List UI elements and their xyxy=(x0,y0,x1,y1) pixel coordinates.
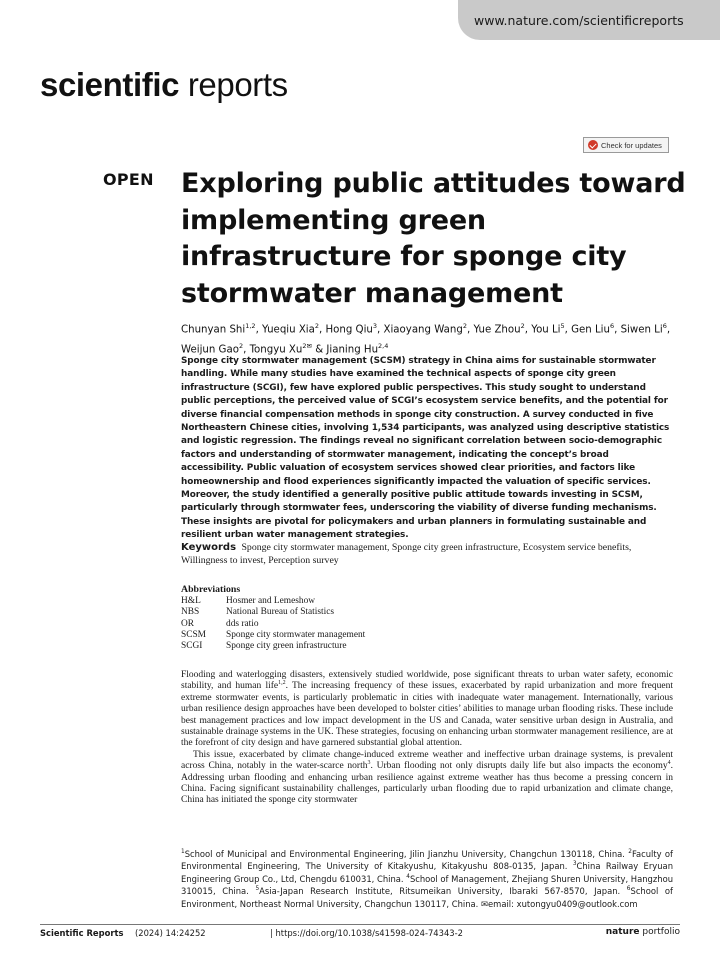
author-affiliation-ref: 5 xyxy=(560,322,565,330)
affiliation-text: Asia-Japan Research Institute, Ritsumeikan University, Ibaraki 567-8570, Japan. xyxy=(259,886,627,897)
body-paragraph-2 xyxy=(181,750,673,807)
brand-bold-text: scientific xyxy=(40,66,180,103)
abbreviation-term: SCSM xyxy=(181,629,207,640)
publisher-bold: nature xyxy=(605,927,640,937)
abbreviation-definition: National Bureau of Statistics xyxy=(226,607,335,618)
abbreviation-term: NBS xyxy=(181,607,200,618)
affiliation-text: School of Environment, Northeast Normal University, Changchun 130117, China. xyxy=(181,886,673,909)
author-name[interactable]: Tongyu Xu xyxy=(249,344,303,356)
journal-url[interactable]: www.nature.com/scientificreports xyxy=(474,12,684,28)
journal-url-tab[interactable] xyxy=(458,0,720,40)
abbreviation-row xyxy=(181,619,673,630)
affiliations xyxy=(181,848,673,910)
abbreviation-definition: Sponge city green infrastructure xyxy=(226,641,347,652)
affiliation-text: China Railway Eryuan Engineering Group Co., Ltd, Chengdu 610031, China. xyxy=(181,861,673,884)
publisher-light: portfolio xyxy=(639,927,680,937)
affiliation-number: 4 xyxy=(406,874,410,881)
author-affiliation-ref: 6 xyxy=(609,322,615,330)
abbreviation-definition: dds ratio xyxy=(226,618,259,629)
footer-doi-link[interactable]: | https://doi.org/10.1038/s41598-024-74343-2 xyxy=(270,928,463,938)
check-mark-icon xyxy=(588,140,598,150)
affiliation-number: 5 xyxy=(255,886,260,893)
affiliation-text: School of Municipal and Environmental Engineering, Jilin Jianzhu University, Changchun 130118, China. xyxy=(184,849,629,859)
author-name[interactable]: Siwen Li xyxy=(620,324,663,336)
abbreviation-row xyxy=(181,607,673,618)
abbreviation-definition: Sponge city stormwater management xyxy=(226,629,366,640)
author-affiliation-ref: 2 xyxy=(462,322,467,330)
author-name[interactable]: Chunyan Shi xyxy=(181,324,246,336)
author-name[interactable]: Xiaoyang Wang xyxy=(383,324,463,336)
abbreviation-term: OR xyxy=(181,618,195,629)
author-affiliation-ref: 2 xyxy=(238,342,244,351)
check-for-updates-label: Check for updates xyxy=(601,140,662,150)
author-name[interactable]: Jianing Hu xyxy=(326,344,379,356)
keywords-heading: Keywords xyxy=(181,542,237,553)
body-text-run: Flooding and waterlogging disasters, extensively studied worldwide, pose significant threats to urban water safety, economic stability, and human life xyxy=(181,670,673,692)
affiliation-number: 6 xyxy=(626,886,631,893)
body-text-run: . Urban flooding not only disrupts daily life but also impacts the economy xyxy=(370,761,668,772)
body-text-run: This issue, exacerbated by climate change-induced extreme weather and ineffective urban drainage systems, is prevalent across China, notably in the water-scarce north xyxy=(181,749,673,772)
abbreviation-row xyxy=(181,596,673,607)
brand-light-text: reports xyxy=(179,66,288,103)
footer-citation: (2024) 14:24252 xyxy=(135,928,206,938)
abbreviation-row xyxy=(181,630,673,641)
author-affiliation-ref: 2 xyxy=(520,322,525,330)
author-affiliation-ref: 1,2 xyxy=(245,322,256,330)
affiliation-number: 1 xyxy=(181,849,185,856)
author-name[interactable]: Yueqiu Xia xyxy=(262,324,315,336)
page-footer xyxy=(40,928,680,942)
author-name[interactable]: Hong Qiu xyxy=(325,324,373,336)
article-body xyxy=(181,670,673,807)
footer-divider xyxy=(40,924,680,925)
corresponding-email[interactable]: email: xutongyu0409@outlook.com xyxy=(488,898,638,909)
check-for-updates-button[interactable] xyxy=(583,137,669,153)
journal-brand-logo xyxy=(40,66,288,104)
author-name[interactable]: Gen Liu xyxy=(571,324,610,336)
article-title: Exploring public attitudes toward implementing green infrastructure for sponge city stormwater management xyxy=(181,168,686,309)
abbreviations-section xyxy=(181,584,673,652)
affiliation-text: School of Management, Zhejiang Shuren University, Hangzhou 310015, China. xyxy=(181,873,673,897)
citation-ref[interactable]: 4 xyxy=(667,760,671,767)
publisher-logo xyxy=(606,927,680,937)
keywords-text: Sponge city stormwater management, Sponge city green infrastructure, Ecosystem service benefits, Willingness to invest, Perception survey xyxy=(181,542,632,566)
author-affiliation-ref: 2,4 xyxy=(378,342,389,351)
body-text-run: . Addressing urban flooding and enhancing urban resilience against extreme weather has thus become a pressing concern in China. Facing significant sustainability challenges, particularly urban flooding due to rapid urbanization and climate change, China has initiated the sponge city stormwater xyxy=(181,761,674,806)
body-paragraph-1 xyxy=(181,670,673,750)
abbreviation-term: SCGI xyxy=(181,641,203,652)
footer-journal-name: Scientific Reports xyxy=(40,928,124,938)
author-name[interactable]: You Li xyxy=(531,324,561,336)
abbreviation-term: H&L xyxy=(181,596,201,606)
author-name[interactable]: Yue Zhou xyxy=(473,324,521,336)
keywords-section xyxy=(181,542,673,567)
affiliation-number: 2 xyxy=(628,849,632,856)
abbreviation-row xyxy=(181,641,673,652)
author-name[interactable]: Weijun Gao xyxy=(181,344,239,356)
body-text-run: . The increasing frequency of these issues, exacerbated by rapid urbanization and more frequent extreme stormwater events, is particularly problematic in cities with inadequate water management. Internationally, various urban resilience design approaches have been developed to bolster cities’ abilities to manage urban flooding risks. These include best management practices and low impact development in the US and Canada, water sensitive urban design in Australia, and sustainable drainage systems in the UK. These strategies, focusing on enhancing urban stormwater management resilience, are at the forefront of city design and have garnered substantial global attention. xyxy=(181,681,674,749)
affiliation-text: Faculty of Environmental Engineering, The University of Kitakyushu, Kitakyushu 808-0135, Japan. xyxy=(181,849,673,872)
author-affiliation-ref: 6 xyxy=(662,322,667,330)
affiliation-number: 3 xyxy=(572,861,577,868)
citation-ref[interactable]: 3 xyxy=(367,760,371,767)
author-list: Chunyan Shi$^{1,2}$, Yueqiu Xia$^2$, Hong Qiu$^3$, Xiaoyang Wang$^2$, Yue Zhou$^2$, You Li$^5$, Gen Liu$^6$, Siwen Li$^6$, Weijun Gao$^2$, Tongyu $Xu^{2✉}$ & Jianing Hu$^{2,4}$ xyxy=(181,322,671,356)
author-affiliation-ref: 2✉ xyxy=(302,342,312,351)
citation-ref[interactable]: 1,2 xyxy=(278,680,286,687)
envelope-icon: ✉ xyxy=(481,898,489,909)
open-access-label: OPEN xyxy=(103,170,154,189)
author-affiliation-ref: 3 xyxy=(372,322,378,330)
abstract: Sponge city stormwater management (SCSM) strategy in China aims for sustainable stormwater handling. While many studies have examined the technical aspects of sponge city green infrastructure (SCGI), few have explored public perspectives. This study sought to understand public perceptions, the perceived value of SCGI’s ecosystem service benefits, and the potential for diverse financial compensation methods in sponge city construction. A survey conducted in five Northeastern Chinese cities, involving 1,534 participants, was analyzed using descriptive statistics and logistic regression. The findings reveal no significant correlation between socio-demographic factors and understanding of stormwater management, indicating the concept’s broad accessibility. Public valuation of ecosystem services showed clear priorities, and factors like homeownership and flood experiences significantly impacted the valuation of specific services. Moreover, the study identified a generally positive public attitude towards investing in SCSM, particularly through stormwater fees, underscoring the viability of diverse funding mechanisms. These insights are pivotal for policymakers and urban planners in formulating sustainable and resilient urban water management strategies. xyxy=(181,356,670,541)
author-affiliation-ref: 2 xyxy=(314,322,320,330)
abbreviations-heading: Abbreviations xyxy=(181,584,241,595)
abbreviation-definition: Hosmer and Lemeshow xyxy=(226,596,316,606)
